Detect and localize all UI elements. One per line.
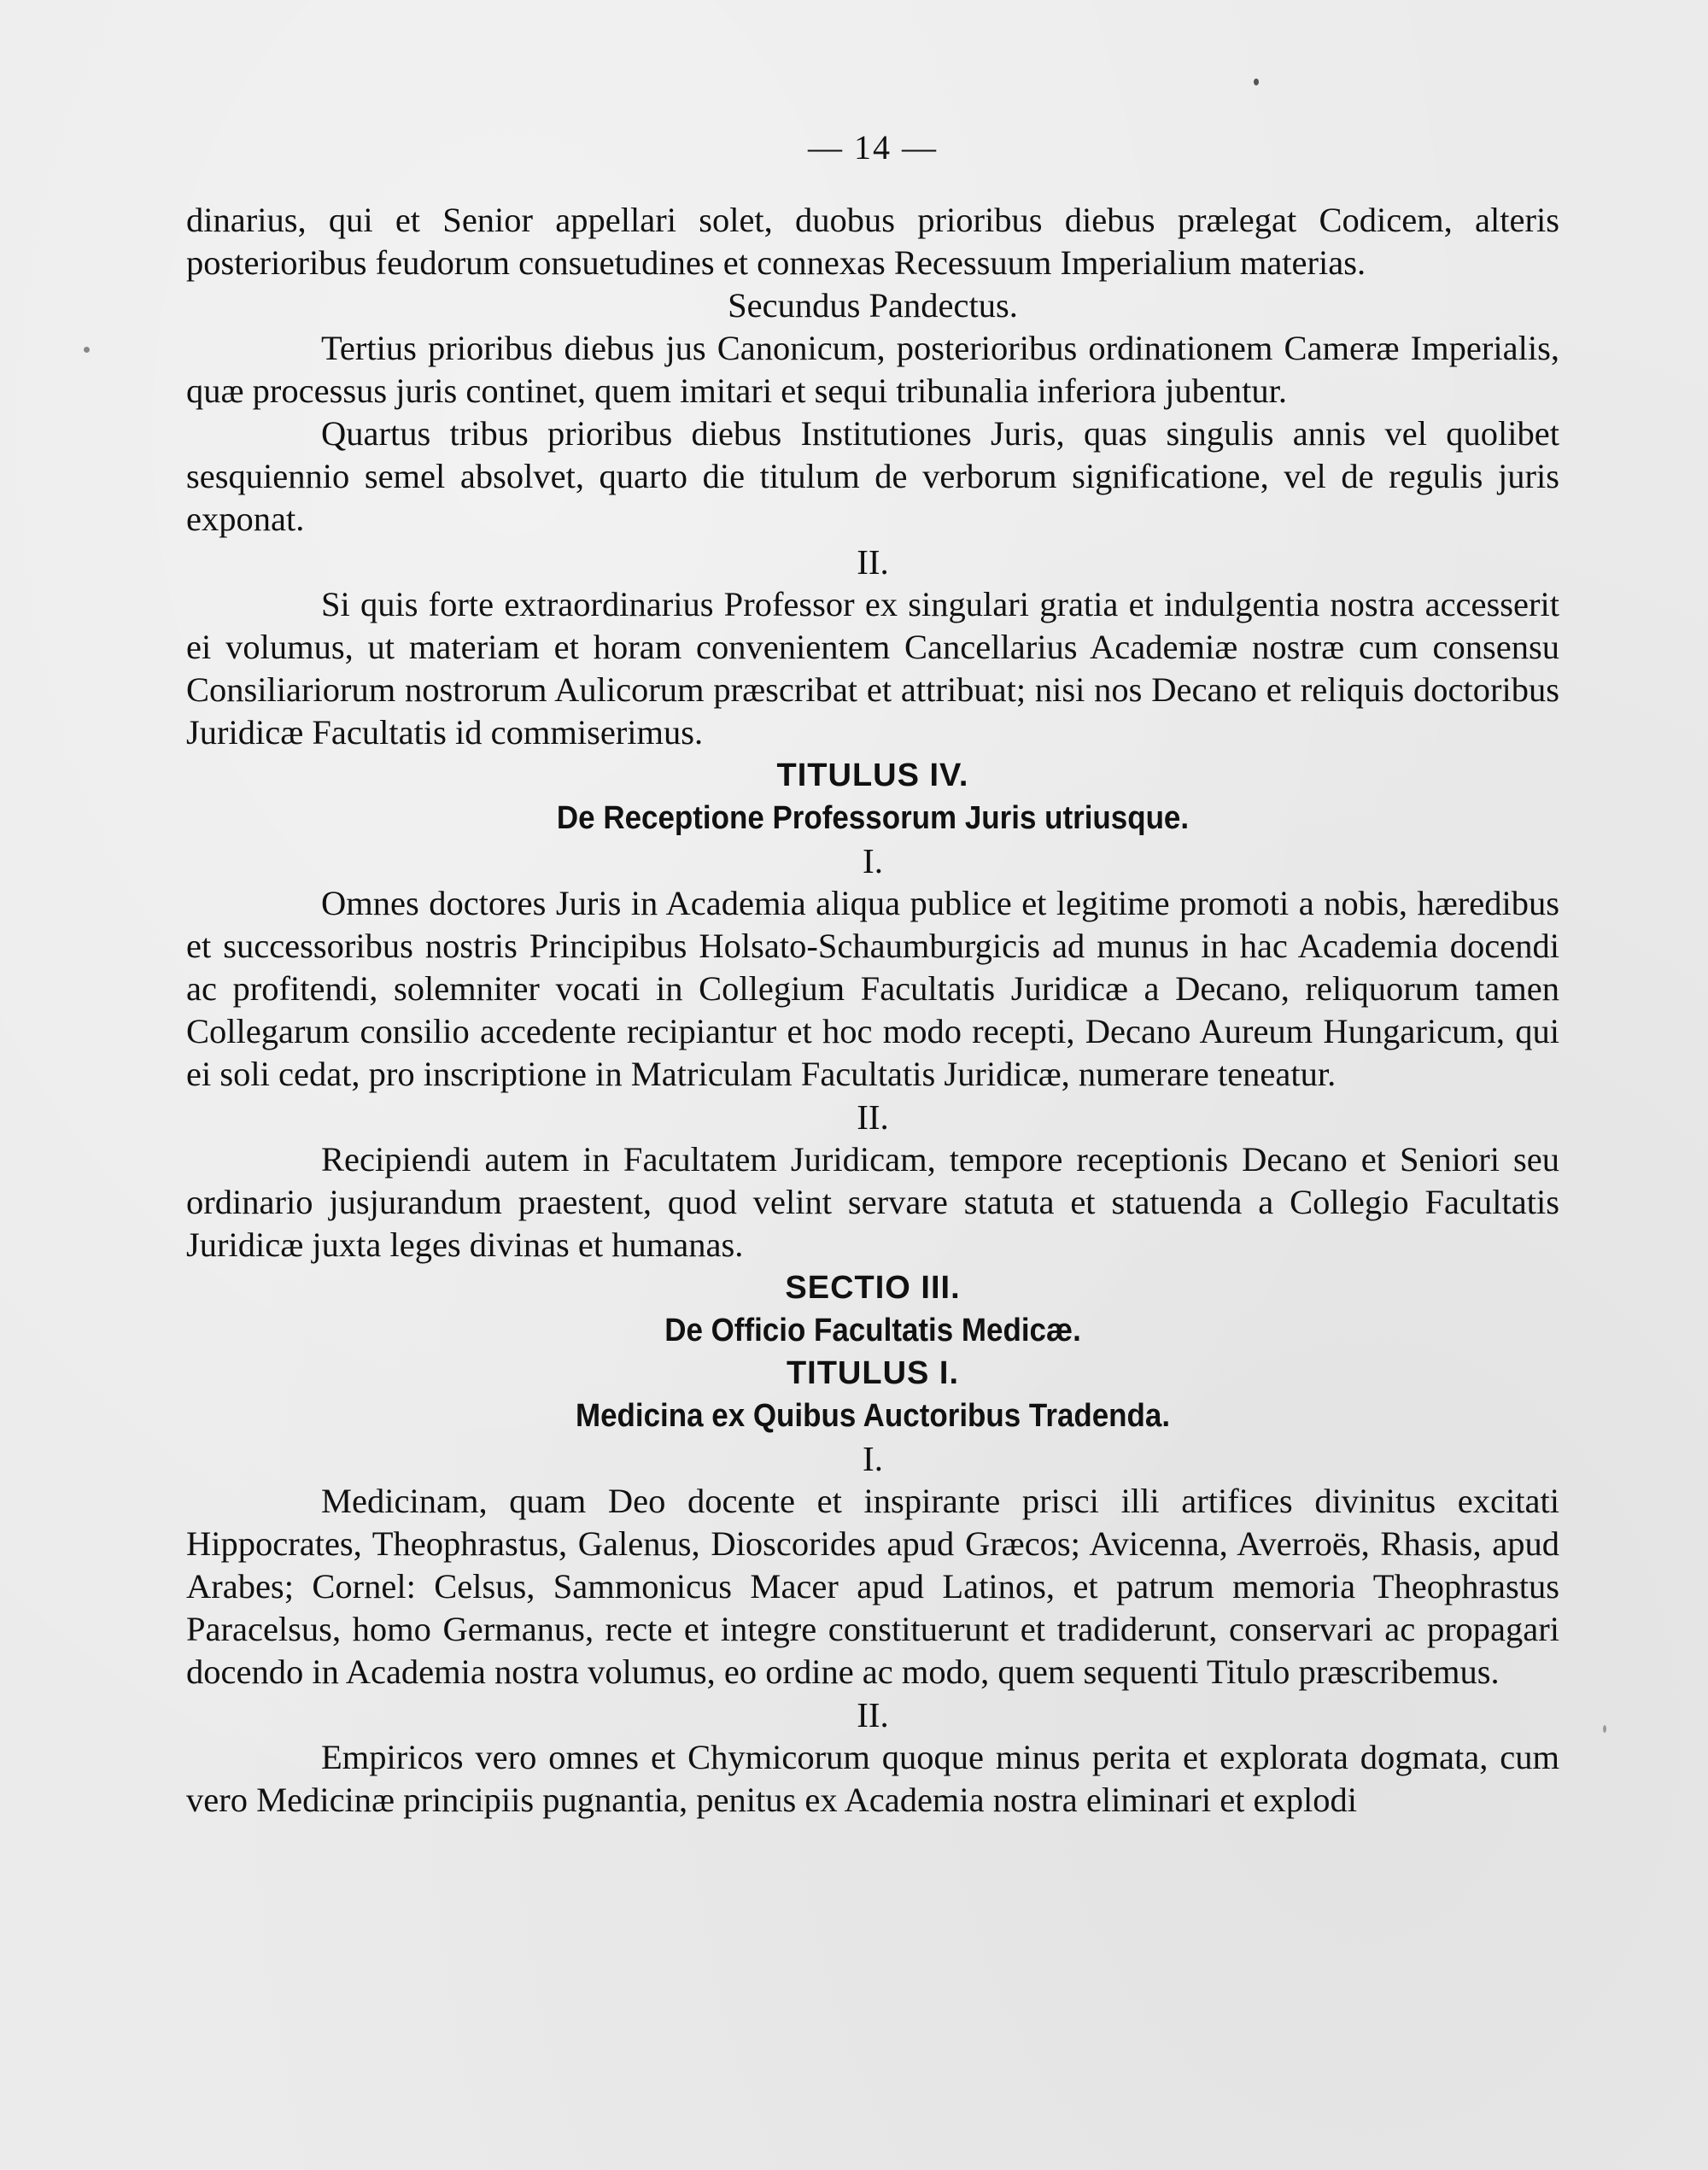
titulus-subtitle: Medicina ex Quibus Auctoribus Tradenda. <box>575 1398 1171 1434</box>
paragraph-quartus: Quartus tribus prioribus diebus Institutiones Juris, quas singulis annis vel quolibet sesquiennio semel absolvet, quarto die titulum de verborum significatione, vel de regulis juris exponat. <box>186 414 1559 538</box>
ink-speck <box>1603 1725 1606 1733</box>
titulus-heading: TITULUS I. <box>786 1355 960 1391</box>
sectio-subtitle: De Officio Facultatis Medicæ. <box>664 1313 1081 1348</box>
line-secundus: Secundus Pandectus. <box>728 286 1018 325</box>
section-numeral: I. <box>863 1439 883 1478</box>
paragraph-omnes: Omnes doctores Juris in Academia aliqua publice et legitime promoti a nobis, hæredibus et successoribus nostris Principibus Holsato-Schaumburgicis ad munus in hac Academia docendi ac profitendi, solemniter vocati in Collegium Facultatis Juridicæ a Decano, reliquorum tamen Collegarum consilio accedente recipiantur et hoc modo recepti, Decano Aureum Hungaricum, qui ei soli cedat, pro inscriptione in Matriculam Facultatis Juridicæ, numerare teneatur. <box>186 884 1559 1093</box>
section-numeral: II. <box>857 1097 889 1137</box>
paragraph-dinarius: dinarius, qui et Senior appellari solet, duobus prioribus diebus prælegat Codicem, alteris posterioribus feudorum consuetudines et connexas Recessuum Imperialium materias. <box>186 201 1559 282</box>
page-number: — 14 — <box>808 128 938 167</box>
paragraph-empiricos: Empiricos vero omnes et Chymicorum quoque minus perita et explorata dogmata, cum vero Medicinæ principiis pugnantia, penitus ex Academia nostra eliminari et explodi <box>186 1738 1559 1819</box>
titulus-subtitle: De Receptione Professorum Juris utriusque. <box>556 800 1190 836</box>
section-numeral: II. <box>857 1695 889 1734</box>
sectio-heading: SECTIO III. <box>785 1270 961 1306</box>
section-numeral: II. <box>857 542 889 582</box>
text-column <box>186 126 1559 1822</box>
paragraph-medicinam: Medicinam, quam Deo docente et inspirante prisci illi artifices divinitus excitati Hippocrates, Theophrastus, Galenus, Dioscorides apud Græcos; Avicenna, Averroës, Rhasis, apud Arabes; Cornel: Celsus, Sammonicus Macer apud Latinos, et patrum memoria Theophrastus Paracelsus, homo Germanus, recte et integre constituerunt et tradiderunt, conservari ac propagari docendo in Academia nostra volumus, eo ordine ac modo, quem sequenti Titulo præscribemus. <box>186 1482 1559 1691</box>
paragraph-si-quis: Si quis forte extraordinarius Professor ex singulari gratia et indulgentia nostra accesserit ei volumus, ut materiam et horam convenientem Cancellarius Academiæ nostræ cum consensu Consiliariorum nostrorum Aulicorum præscribat et attribuat; nisi nos Decano et reliquis doctoribus Juridicæ Facultatis id commiserimus. <box>186 585 1559 752</box>
ink-speck <box>84 347 90 353</box>
paragraph-recipiendi: Recipiendi autem in Facultatem Juridicam, tempore receptionis Decano et Seniori seu ordinario jusjurandum praestent, quod velint servare statuta et statuenda a Collegio Facultatis Juridicæ juxta leges divinas et humanas. <box>186 1140 1559 1264</box>
paragraph-tertius: Tertius prioribus diebus jus Canonicum, posterioribus ordinationem Cameræ Imperialis, quæ processus juris continet, quem imitari et sequi tribunalia inferiora jubentur. <box>186 329 1559 410</box>
section-numeral: I. <box>863 841 883 880</box>
titulus-heading: TITULUS IV. <box>776 757 969 793</box>
ink-speck <box>1254 79 1259 85</box>
